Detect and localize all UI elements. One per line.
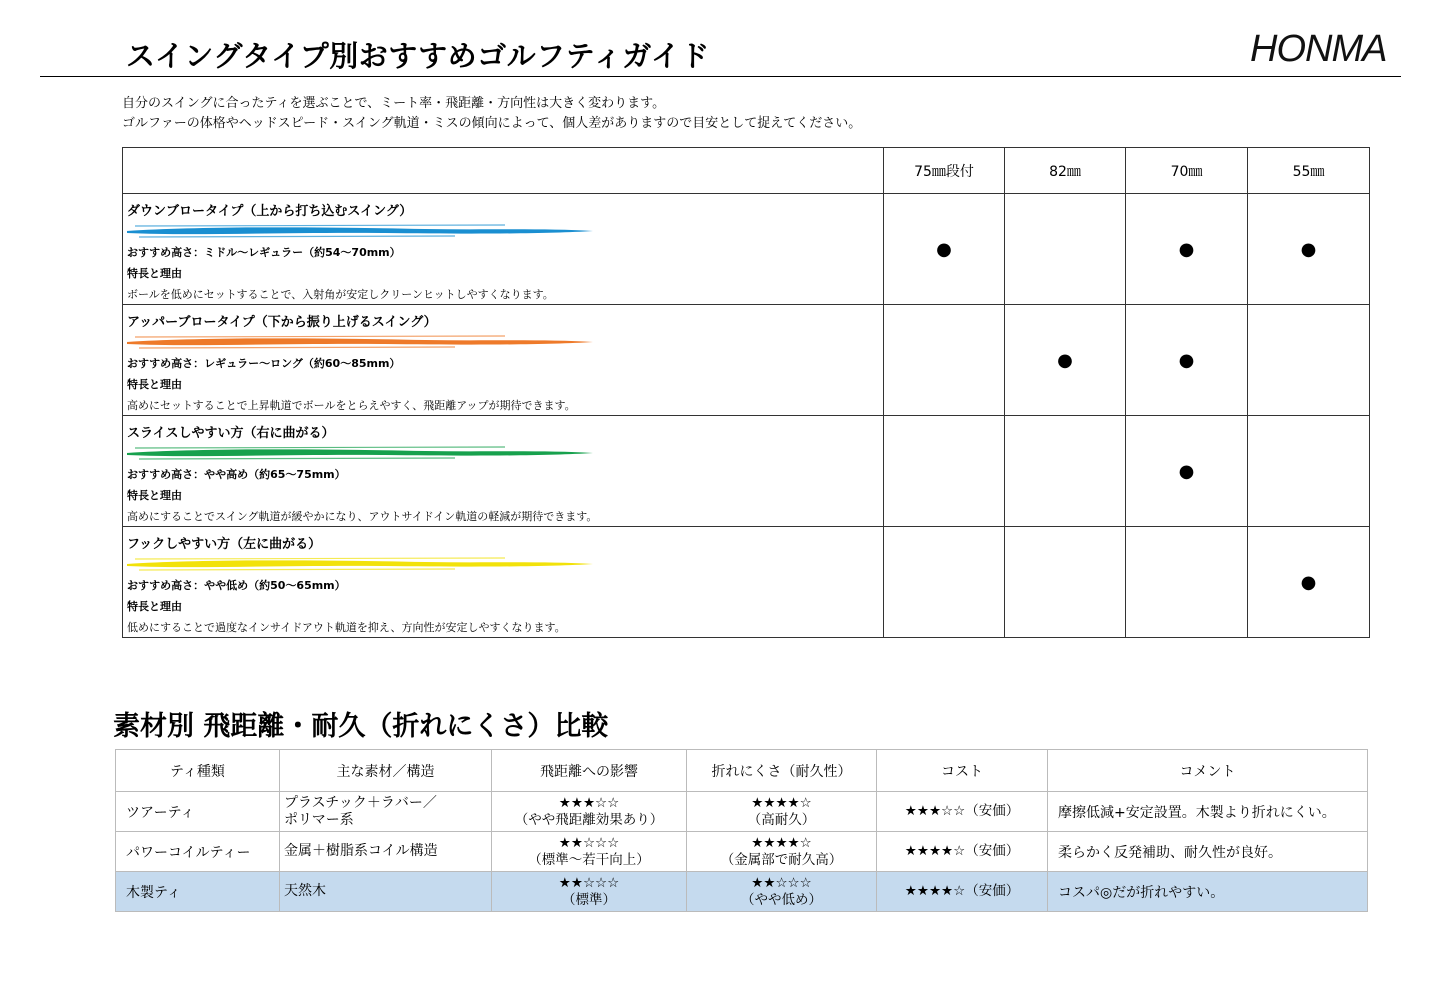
swing-type-name: スライスしやすい方（右に曲がる）	[127, 426, 335, 441]
guide-header-blank	[123, 148, 884, 194]
materials-row	[116, 872, 1368, 912]
feature-label: 特長と理由	[127, 489, 182, 502]
guide-header-row	[123, 148, 1370, 194]
mat-col-cost: コスト	[877, 750, 1048, 792]
col-55mm: 55㎜	[1248, 148, 1370, 194]
tee-comment: 柔らかく反発補助、耐久性が良好。	[1048, 832, 1368, 872]
cost-rating: ★★★★☆（安価）	[877, 872, 1048, 912]
recommend-dot: ●	[1248, 194, 1370, 305]
swing-guide-table	[122, 147, 1370, 638]
feature-description: ボールを低めにセットすることで、入射角が安定しクリーンヒットしやすくなります。	[127, 288, 554, 301]
durability-rating	[687, 832, 877, 872]
durability-line: （やや低め）	[741, 891, 822, 908]
durability-rating	[687, 872, 877, 912]
empty-cell	[884, 305, 1005, 416]
empty-cell	[1005, 527, 1126, 638]
tee-type: 木製ティ	[116, 872, 280, 912]
tee-material	[280, 792, 492, 832]
col-82mm: 82㎜	[1005, 148, 1126, 194]
col-70mm: 70㎜	[1126, 148, 1248, 194]
intro-line-2: ゴルファーの体格やヘッドスピード・スイング軌道・ミスの傾向によって、個人差がありますので目安として捉えてください。	[122, 116, 862, 131]
materials-header-row	[116, 750, 1368, 792]
distance-rating	[492, 872, 687, 912]
honma-logo	[1250, 24, 1400, 68]
durability-line: ★★★★☆	[751, 834, 812, 851]
materials-row	[116, 832, 1368, 872]
distance-line: （やや飛距離効果あり）	[514, 811, 664, 828]
recommend-dot: ●	[1126, 416, 1248, 527]
color-brush-stroke	[125, 555, 595, 573]
recommended-height: おすすめ高さ：やや高め（約65〜75mm）	[127, 468, 346, 481]
mat-col-type: ティ種類	[116, 750, 280, 792]
mat-col-distance: 飛距離への影響	[492, 750, 687, 792]
recommend-dot: ●	[1126, 194, 1248, 305]
empty-cell	[1126, 527, 1248, 638]
swing-type-cell	[123, 305, 884, 416]
feature-description: 高めにセットすることで上昇軌道でボールをとらえやすく、飛距離アップが期待できます。	[127, 399, 576, 412]
empty-cell	[884, 527, 1005, 638]
material-line: プラスチック＋ラバー／	[284, 794, 437, 811]
material-line: 天然木	[284, 883, 326, 899]
recommend-dot: ●	[1126, 305, 1248, 416]
color-brush-stroke	[125, 333, 595, 351]
distance-line: （標準〜若干向上）	[528, 851, 650, 868]
recommend-dot: ●	[1005, 305, 1126, 416]
materials-row	[116, 792, 1368, 832]
guide-row	[123, 305, 1370, 416]
color-brush-stroke	[125, 444, 595, 462]
mat-col-durability: 折れにくさ（耐久性）	[687, 750, 877, 792]
empty-cell	[1005, 416, 1126, 527]
durability-line: ★★★★☆	[751, 794, 812, 811]
distance-line: ★★☆☆☆	[558, 834, 620, 851]
distance-rating	[492, 792, 687, 832]
empty-cell	[1005, 194, 1126, 305]
materials-heading: 素材別 飛距離・耐久（折れにくさ）比較	[113, 711, 609, 742]
guide-row	[123, 194, 1370, 305]
empty-cell	[884, 416, 1005, 527]
feature-label: 特長と理由	[127, 600, 182, 613]
swing-type-cell	[123, 527, 884, 638]
mat-col-material: 主な素材／構造	[280, 750, 492, 792]
feature-description: 高めにすることでスイング軌道が緩やかになり、アウトサイドイン軌道の軽減が期待できます。	[127, 510, 598, 523]
swing-type-name: フックしやすい方（左に曲がる）	[127, 537, 322, 552]
materials-table	[115, 749, 1368, 912]
tee-material	[280, 832, 492, 872]
feature-label: 特長と理由	[127, 267, 182, 280]
tee-comment: コスパ◎だが折れやすい。	[1048, 872, 1368, 912]
recommend-dot: ●	[1248, 527, 1370, 638]
distance-line: ★★☆☆☆	[558, 874, 620, 891]
header-divider	[40, 76, 1401, 77]
swing-type-name: アッパーブロータイプ（下から振り上げるスイング）	[127, 315, 437, 330]
durability-line: （金属部で耐久高）	[720, 851, 843, 868]
recommend-dot: ●	[884, 194, 1005, 305]
intro-line-1: 自分のスイングに合ったティを選ぶことで、ミート率・飛距離・方向性は大きく変わります。	[122, 96, 666, 111]
feature-description: 低めにすることで過度なインサイドアウト軌道を抑え、方向性が安定しやすくなります。	[127, 621, 566, 634]
cost-rating: ★★★☆☆（安価）	[877, 792, 1048, 832]
recommended-height: おすすめ高さ：やや低め（約50〜65mm）	[127, 579, 346, 592]
distance-line: （標準）	[562, 891, 616, 908]
tee-type: ツアーティ	[116, 792, 280, 832]
durability-line: （高耐久）	[747, 811, 816, 828]
material-line: ポリマー系	[284, 811, 354, 828]
tee-comment: 摩擦低減+安定設置。木製より折れにくい。	[1048, 792, 1368, 832]
swing-type-cell	[123, 416, 884, 527]
mat-col-comment: コメント	[1048, 750, 1368, 792]
empty-cell	[1248, 416, 1370, 527]
cost-rating: ★★★★☆（安価）	[877, 832, 1048, 872]
page-title: スイングタイプ別おすすめゴルフティガイド	[126, 39, 710, 73]
color-brush-stroke	[125, 222, 595, 240]
intro-text	[122, 94, 861, 134]
material-line: 金属＋樹脂系コイル構造	[284, 843, 438, 859]
guide-row	[123, 416, 1370, 527]
swing-type-cell	[123, 194, 884, 305]
distance-rating	[492, 832, 687, 872]
empty-cell	[1248, 305, 1370, 416]
recommended-height: おすすめ高さ：ミドル〜レギュラー（約54〜70mm）	[127, 246, 401, 259]
recommended-height: おすすめ高さ：レギュラー〜ロング（約60〜85mm）	[127, 357, 401, 370]
swing-type-name: ダウンブロータイプ（上から打ち込むスイング）	[127, 204, 413, 219]
distance-line: ★★★☆☆	[558, 794, 620, 811]
guide-row	[123, 527, 1370, 638]
durability-rating	[687, 792, 877, 832]
tee-material	[280, 872, 492, 912]
logo-text: HONMA	[1250, 28, 1387, 68]
col-75mm: 75㎜段付	[884, 148, 1005, 194]
tee-type: パワーコイルティー	[116, 832, 280, 872]
durability-line: ★★☆☆☆	[751, 874, 812, 891]
feature-label: 特長と理由	[127, 378, 182, 391]
